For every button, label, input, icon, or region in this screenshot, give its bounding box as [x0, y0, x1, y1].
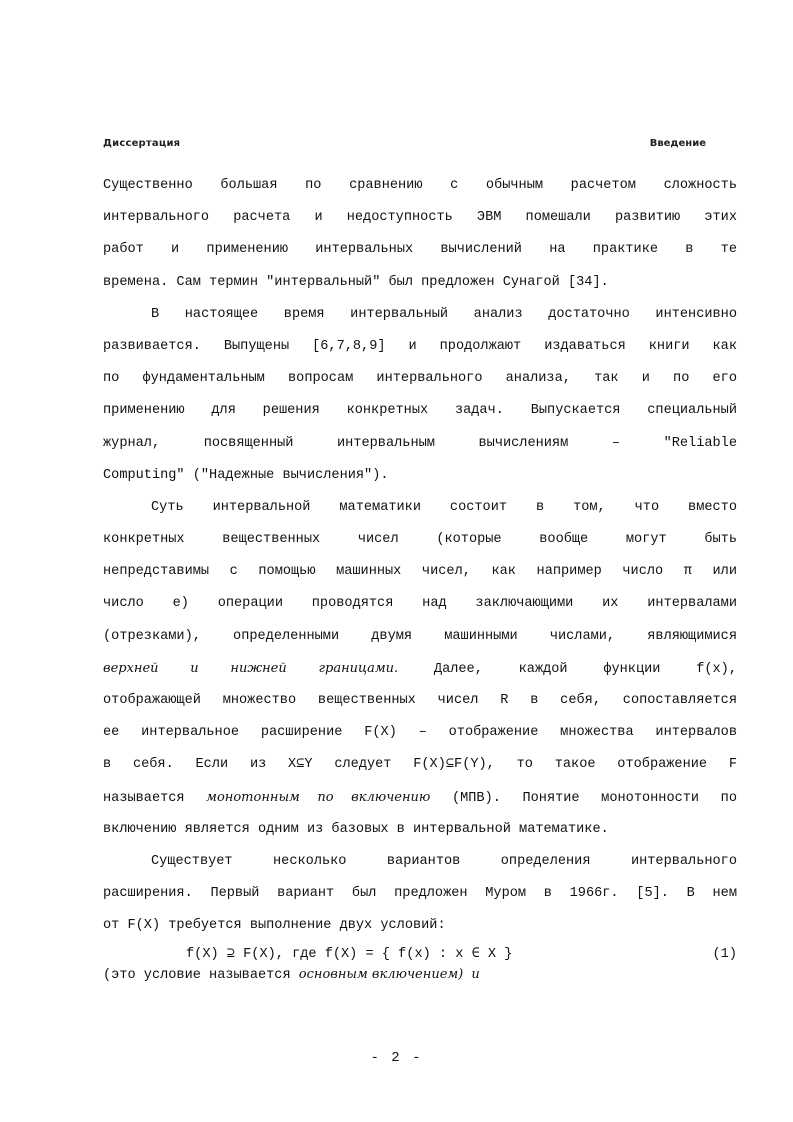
italic-term: верхней и нижней границами. [103, 660, 399, 676]
text-line: непредставимы с помощью машинных чисел, как например число π или [103, 564, 737, 580]
italic-term: основным включением) [298, 966, 464, 982]
text-line: расширения. Первый вариант был предложен Муром в 1966г. [5]. В нем [103, 886, 737, 902]
paragraph-3 [103, 494, 737, 848]
text-line: работ и применению интервальных вычислений на практике в те [103, 242, 737, 258]
text-line: Существенно большая по сравнению с обычным расчетом сложность [103, 178, 737, 193]
text-span: Далее, каждой функции f(x), [398, 661, 737, 677]
text-line: ее интервальное расширение F(X) – отображение множества интервалов [103, 725, 737, 741]
page-number: - 2 - [370, 1050, 423, 1066]
text-line: (отрезками), определенными двумя машинными числами, являющимися [103, 628, 737, 644]
text-line: времена. Сам термин "интервальный" был предложен Сунагой [34]. [103, 274, 609, 290]
header-left-title: Диссертация [103, 138, 181, 149]
formula: f(X) ⊇ F(X), где f(X) = { f(x) : x ∈ X } [186, 946, 513, 962]
text-line: число e) операции проводятся над заключающими их интервалами [103, 596, 737, 612]
text-line: отображающей множество вещественных чисел R в себя, сопоставляется [103, 693, 737, 708]
document-body [103, 172, 737, 989]
text-span: (это условие называется [103, 967, 299, 983]
text-line: интервального расчета и недоступность ЭВМ помешали развитию этих [103, 210, 737, 226]
text-line: журнал, посвященный интервальным вычислениям – "Reliable [103, 435, 737, 451]
text-line: Computing" ("Надежные вычисления"). [103, 467, 389, 483]
paragraph-1 [103, 172, 737, 301]
italic-term: монотонным по включению [206, 789, 431, 805]
italic-term: и [471, 966, 480, 982]
text-line: Существует несколько вариантов определения интервального [151, 853, 737, 869]
equation-number: (1) [712, 946, 737, 962]
text-span: называется [103, 790, 207, 806]
paragraph-4 [103, 848, 737, 945]
text-line: от F(X) требуется выполнение двух условий: [103, 918, 446, 934]
paragraph-2 [103, 301, 737, 494]
text-line: В настоящее время интервальный анализ достаточно интенсивно [151, 306, 737, 322]
text-line [103, 784, 737, 816]
header-right-section: Введение [649, 138, 706, 149]
text-line [103, 655, 737, 687]
running-header [103, 138, 706, 154]
formula-line [103, 945, 737, 965]
text-span: (МПВ). Понятие монотонности по [430, 790, 737, 806]
text-line [103, 965, 737, 989]
text-line: применению для решения конкретных задач. Выпускается специальный [103, 403, 737, 419]
text-line: по фундаментальным вопросам интервального анализа, так и по его [103, 371, 737, 387]
text-line: развивается. Выпущены [6,7,8,9] и продолжают издаваться книги как [103, 338, 737, 354]
text-line: в себя. Если из X⊆Y следует F(X)⊆F(Y), то такое отображение F [103, 757, 737, 773]
text-line: включению является одним из базовых в интервальной математике. [103, 821, 609, 837]
text-line: конкретных вещественных чисел (которые вообще могут быть [103, 532, 737, 548]
text-line: Суть интервальной математики состоит в том, что вместо [151, 499, 737, 515]
